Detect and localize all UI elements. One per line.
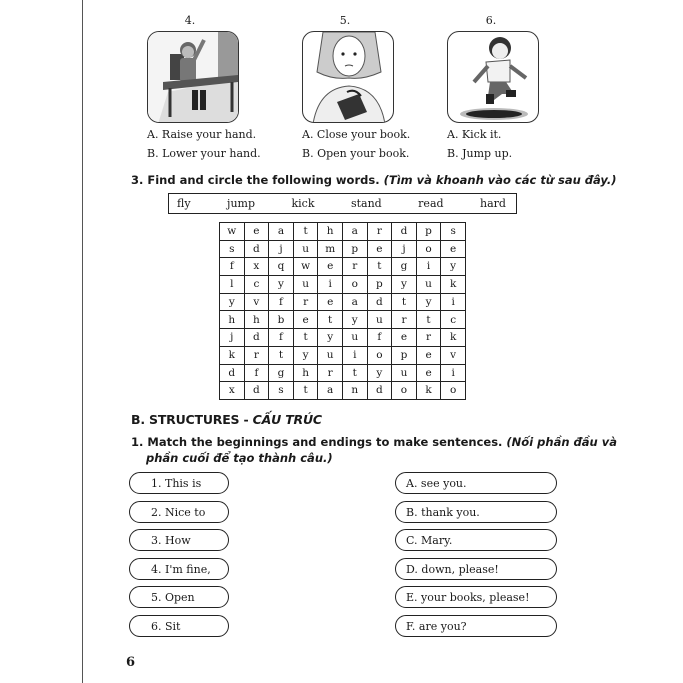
beginning-2[interactable]: 2. Nice to bbox=[129, 501, 229, 523]
grid-cell[interactable]: o bbox=[367, 346, 392, 364]
grid-cell[interactable]: a bbox=[342, 293, 367, 311]
page-number: 6 bbox=[126, 655, 136, 670]
word-jump: jump bbox=[227, 197, 255, 210]
grid-cell[interactable]: b bbox=[269, 311, 294, 329]
grid-cell[interactable]: o bbox=[392, 382, 417, 400]
grid-cell[interactable]: x bbox=[220, 382, 245, 400]
beginning-5[interactable]: 5. Open bbox=[129, 586, 229, 608]
grid-cell[interactable]: a bbox=[318, 382, 343, 400]
exercise-b1-title-line2 bbox=[146, 451, 333, 465]
option-4b[interactable]: B. Lower your hand. bbox=[147, 147, 261, 160]
grid-row bbox=[220, 382, 466, 400]
grid-cell[interactable]: c bbox=[441, 311, 466, 329]
beginning-6[interactable]: 6. Sit bbox=[129, 615, 229, 637]
grid-cell[interactable]: e bbox=[367, 240, 392, 258]
grid-cell[interactable]: y bbox=[342, 311, 367, 329]
grid-cell[interactable]: e bbox=[416, 346, 441, 364]
section-b-heading-vi: CẤU TRÚC bbox=[252, 412, 322, 427]
grid-row bbox=[220, 293, 466, 311]
grid-cell[interactable]: r bbox=[367, 223, 392, 241]
grid-cell[interactable]: j bbox=[269, 240, 294, 258]
section-b-separator: - bbox=[243, 412, 249, 427]
option-6b[interactable]: B. Jump up. bbox=[447, 147, 513, 160]
grid-cell[interactable]: y bbox=[392, 276, 417, 294]
grid-cell[interactable]: t bbox=[269, 346, 294, 364]
grid-cell[interactable]: s bbox=[441, 223, 466, 241]
grid-cell[interactable]: u bbox=[416, 276, 441, 294]
picture-boy-jumping bbox=[447, 31, 539, 123]
option-5b[interactable]: B. Open your book. bbox=[302, 147, 410, 160]
ending-f[interactable]: F. are you? bbox=[395, 615, 557, 637]
ending-d[interactable]: D. down, please! bbox=[395, 558, 557, 580]
section-b-title bbox=[131, 412, 322, 427]
grid-cell[interactable]: e bbox=[318, 293, 343, 311]
grid-cell[interactable]: f bbox=[367, 329, 392, 347]
grid-cell[interactable]: u bbox=[293, 240, 318, 258]
grid-cell[interactable]: t bbox=[293, 382, 318, 400]
grid-cell[interactable]: g bbox=[392, 258, 417, 276]
exercise-b1-instruction-vi-1: (Nối phần đầu và bbox=[506, 435, 617, 449]
word-list-box bbox=[168, 193, 517, 214]
grid-cell[interactable]: q bbox=[269, 258, 294, 276]
grid-cell[interactable]: d bbox=[367, 293, 392, 311]
grid-cell[interactable]: r bbox=[318, 364, 343, 382]
grid-cell[interactable]: u bbox=[392, 364, 417, 382]
grid-cell[interactable]: o bbox=[416, 240, 441, 258]
option-4a[interactable]: A. Raise your hand. bbox=[147, 128, 257, 141]
grid-cell[interactable]: y bbox=[318, 329, 343, 347]
grid-cell[interactable]: i bbox=[318, 276, 343, 294]
item-number-6: 6. bbox=[485, 14, 497, 27]
grid-cell[interactable]: e bbox=[293, 311, 318, 329]
grid-cell[interactable]: h bbox=[318, 223, 343, 241]
grid-cell[interactable]: k bbox=[220, 346, 245, 364]
page-edge-line bbox=[82, 0, 83, 683]
grid-cell[interactable]: p bbox=[342, 240, 367, 258]
grid-cell[interactable]: d bbox=[392, 223, 417, 241]
grid-cell[interactable]: w bbox=[293, 258, 318, 276]
item-number-4: 4. bbox=[184, 14, 196, 27]
ending-c[interactable]: C. Mary. bbox=[395, 529, 557, 551]
grid-cell[interactable]: o bbox=[441, 382, 466, 400]
grid-cell[interactable]: e bbox=[441, 240, 466, 258]
grid-row bbox=[220, 240, 466, 258]
grid-cell[interactable]: y bbox=[220, 293, 245, 311]
grid-cell[interactable]: u bbox=[367, 311, 392, 329]
word-hard: hard bbox=[480, 197, 506, 210]
grid-cell[interactable]: p bbox=[392, 346, 417, 364]
exercise-3-title bbox=[131, 173, 617, 187]
grid-row bbox=[220, 276, 466, 294]
grid-cell[interactable]: a bbox=[269, 223, 294, 241]
grid-cell[interactable]: t bbox=[416, 311, 441, 329]
section-b-heading: B. STRUCTURES bbox=[131, 412, 240, 427]
grid-cell[interactable]: m bbox=[318, 240, 343, 258]
girl-closing-book-illustration bbox=[303, 32, 394, 123]
grid-cell[interactable]: g bbox=[269, 364, 294, 382]
beginning-4[interactable]: 4. I'm fine, bbox=[129, 558, 229, 580]
grid-cell[interactable]: e bbox=[416, 364, 441, 382]
grid-cell[interactable]: r bbox=[416, 329, 441, 347]
grid-cell[interactable]: c bbox=[244, 276, 269, 294]
grid-cell[interactable]: h bbox=[244, 311, 269, 329]
grid-cell[interactable]: f bbox=[220, 258, 245, 276]
beginning-1[interactable]: 1. This is bbox=[129, 472, 229, 494]
grid-cell[interactable]: r bbox=[392, 311, 417, 329]
grid-cell[interactable]: v bbox=[441, 346, 466, 364]
grid-cell[interactable]: h bbox=[220, 311, 245, 329]
grid-cell[interactable]: o bbox=[342, 276, 367, 294]
grid-cell[interactable]: d bbox=[244, 329, 269, 347]
word-kick: kick bbox=[291, 197, 315, 210]
grid-cell[interactable]: j bbox=[220, 329, 245, 347]
grid-cell[interactable]: i bbox=[441, 293, 466, 311]
grid-cell[interactable]: d bbox=[367, 382, 392, 400]
grid-cell[interactable]: i bbox=[416, 258, 441, 276]
grid-cell[interactable]: e bbox=[318, 258, 343, 276]
grid-cell[interactable]: y bbox=[269, 276, 294, 294]
grid-cell[interactable]: j bbox=[392, 240, 417, 258]
grid-cell[interactable]: y bbox=[416, 293, 441, 311]
exercise-3-instruction-vi: (Tìm và khoanh vào các từ sau đây.) bbox=[383, 173, 617, 187]
grid-cell[interactable]: i bbox=[342, 346, 367, 364]
item-number-5: 5. bbox=[339, 14, 351, 27]
grid-cell[interactable]: n bbox=[342, 382, 367, 400]
grid-cell[interactable]: y bbox=[441, 258, 466, 276]
grid-cell[interactable]: s bbox=[220, 240, 245, 258]
grid-cell[interactable]: u bbox=[293, 276, 318, 294]
grid-cell[interactable]: k bbox=[441, 329, 466, 347]
exercise-b1-instruction-vi-2: phần cuối để tạo thành câu.) bbox=[146, 451, 333, 465]
grid-cell[interactable]: i bbox=[441, 364, 466, 382]
grid-cell[interactable]: e bbox=[392, 329, 417, 347]
grid-cell[interactable]: t bbox=[318, 311, 343, 329]
boy-jumping-illustration bbox=[448, 32, 539, 123]
grid-cell[interactable]: t bbox=[293, 329, 318, 347]
grid-cell[interactable]: t bbox=[293, 223, 318, 241]
grid-row bbox=[220, 346, 466, 364]
ending-b[interactable]: B. thank you. bbox=[395, 501, 557, 523]
grid-cell[interactable]: k bbox=[416, 382, 441, 400]
grid-row bbox=[220, 364, 466, 382]
exercise-3-instruction: 3. Find and circle the following words. bbox=[131, 173, 380, 187]
beginning-3[interactable]: 3. How bbox=[129, 529, 229, 551]
grid-cell[interactable]: t bbox=[367, 258, 392, 276]
exercise-b1-title bbox=[131, 435, 617, 449]
grid-cell[interactable]: r bbox=[244, 346, 269, 364]
grid-cell[interactable]: x bbox=[244, 258, 269, 276]
grid-cell[interactable]: v bbox=[244, 293, 269, 311]
word-fly: fly bbox=[177, 197, 191, 210]
grid-cell[interactable]: f bbox=[269, 329, 294, 347]
word-read: read bbox=[418, 197, 444, 210]
grid-cell[interactable]: d bbox=[244, 240, 269, 258]
grid-cell[interactable]: a bbox=[342, 223, 367, 241]
grid-cell[interactable]: d bbox=[220, 364, 245, 382]
grid-cell[interactable]: t bbox=[392, 293, 417, 311]
option-5a[interactable]: A. Close your book. bbox=[302, 128, 411, 141]
grid-cell[interactable]: w bbox=[220, 223, 245, 241]
grid-cell[interactable]: t bbox=[342, 364, 367, 382]
option-6a[interactable]: A. Kick it. bbox=[447, 128, 502, 141]
grid-cell[interactable]: r bbox=[293, 293, 318, 311]
picture-girl-closing-book bbox=[302, 31, 394, 123]
grid-cell[interactable]: s bbox=[269, 382, 294, 400]
exercise-b1-instruction: 1. Match the beginnings and endings to make sentences. bbox=[131, 435, 503, 449]
grid-cell[interactable]: u bbox=[318, 346, 343, 364]
ending-e[interactable]: E. your books, please! bbox=[395, 586, 557, 608]
grid-cell[interactable]: f bbox=[269, 293, 294, 311]
grid-cell[interactable]: y bbox=[293, 346, 318, 364]
grid-cell[interactable]: f bbox=[244, 364, 269, 382]
grid-cell[interactable]: k bbox=[441, 276, 466, 294]
word-stand: stand bbox=[350, 197, 382, 210]
grid-row bbox=[220, 223, 466, 241]
grid-cell[interactable]: h bbox=[293, 364, 318, 382]
grid-row bbox=[220, 258, 466, 276]
picture-boy-raising-hand bbox=[147, 31, 239, 123]
grid-cell[interactable]: p bbox=[416, 223, 441, 241]
grid-cell[interactable]: y bbox=[367, 364, 392, 382]
grid-cell[interactable]: d bbox=[244, 382, 269, 400]
ending-a[interactable]: A. see you. bbox=[395, 472, 557, 494]
grid-cell[interactable]: u bbox=[342, 329, 367, 347]
grid-cell[interactable]: r bbox=[342, 258, 367, 276]
word-search-grid bbox=[219, 222, 466, 400]
grid-cell[interactable]: p bbox=[367, 276, 392, 294]
boy-raising-hand-illustration bbox=[148, 32, 239, 123]
grid-row bbox=[220, 329, 466, 347]
grid-row bbox=[220, 311, 466, 329]
grid-cell[interactable]: e bbox=[244, 223, 269, 241]
grid-cell[interactable]: l bbox=[220, 276, 245, 294]
